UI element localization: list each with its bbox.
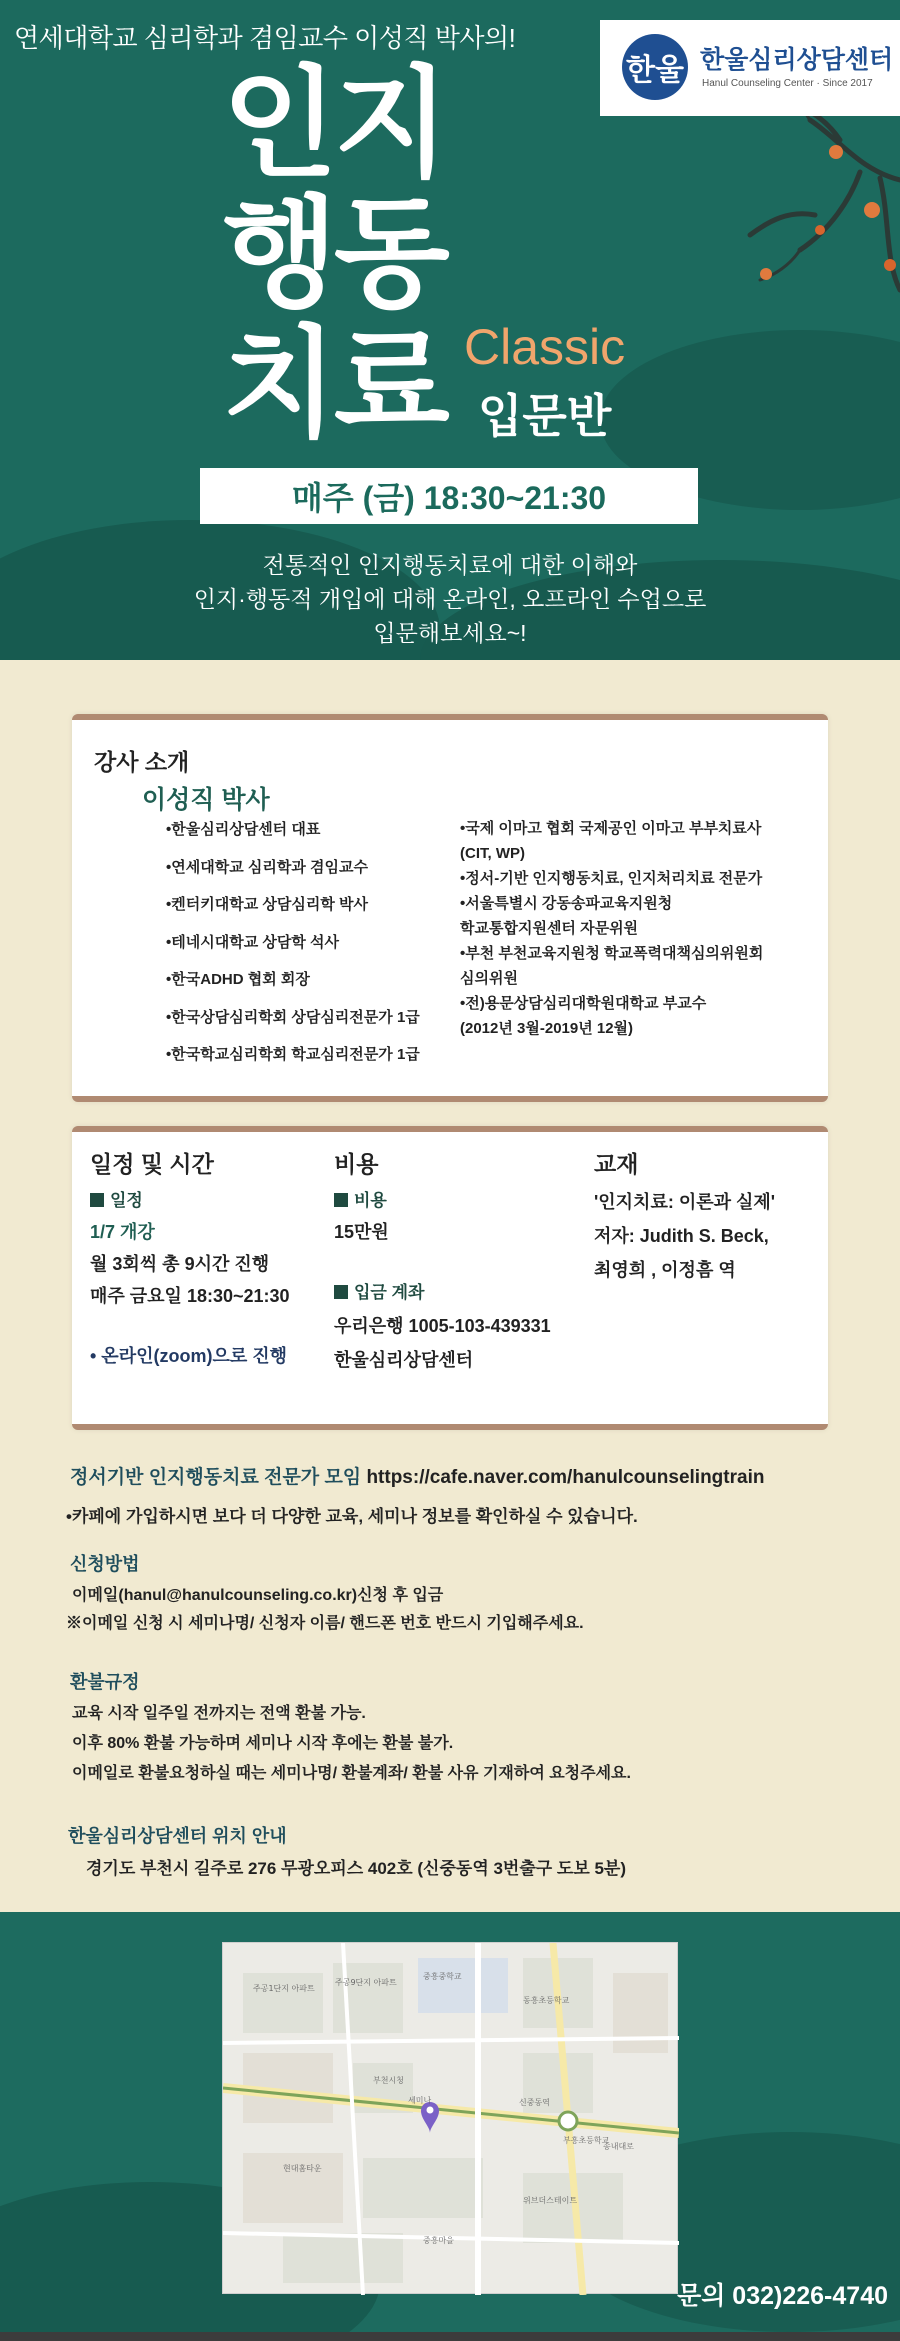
list-item: •전)용문상담심리대학원대학교 부교수 [460,995,707,1012]
location-address: 경기도 부천시 길주로 276 무광오피스 402호 (신중동역 3번출구 도보 5분) [86,1859,627,1878]
schedule-title: 일정 및 시간 [90,1151,214,1177]
list-item: •부천 부천교육지원청 학교폭력대책심의위원회 [460,945,764,962]
instructor-list-left [166,820,420,1083]
intro-line: 입문해보세요~! [373,620,527,646]
beginner-label: 입문반 [478,390,612,442]
online-note: • 온라인(zoom)으로 진행 [90,1346,288,1366]
map-label: 부흥초등학교 [563,2136,610,2145]
map-label: 송내대로 [603,2142,634,2151]
square-icon [334,1193,348,1207]
list-item: •한울심리상담센터 대표 [166,821,321,838]
textbook-name: '인지치료: 이론과 실제' [594,1192,776,1212]
map-label: 주공1단지 아파트 [253,1984,315,1993]
intro-line: 인지·행동적 개입에 대해 온라인, 오프라인 수업으로 [193,586,707,612]
refund-line-1: 교육 시작 일주일 전까지는 전액 환불 가능. [72,1705,366,1722]
location-heading: 한울심리상담센터 위치 안내 [68,1826,287,1846]
instructor-name: 이성직 박사 [142,786,270,814]
instructor-section-title: 강사 소개 [94,749,190,775]
logo-subtitle: Hanul Counseling Center · Since 2017 [702,78,873,89]
map-label: 세미나 [408,2096,432,2105]
start-date: 1/7 개강 [90,1222,155,1242]
list-item: 심의위원 [460,970,518,987]
intro-line: 전통적인 인지행동치료에 대한 이해와 [262,552,638,578]
title-line-1: 인지 [222,53,446,194]
hero-banner [0,0,900,660]
cost-subhead: 비용 [334,1186,387,1211]
schedule-subhead: 일정 [90,1186,143,1211]
logo[interactable] [600,20,900,116]
instructor-card [72,714,828,1102]
list-item: •한국상담심리학회 상담심리전문가 1급 [166,1008,420,1026]
textbook-translators: 최영희 , 이정흠 역 [594,1260,736,1280]
location-map[interactable] [222,1942,678,2294]
list-item: •한국학교심리학회 학교심리전문가 1급 [166,1046,420,1063]
tagline: 연세대학교 심리학과 겸임교수 이성직 박사의! [14,23,516,53]
map-label: 현대홈타운 [283,2164,322,2173]
map-label: 주공9단지 아파트 [335,1978,397,1987]
intro-text [0,548,900,650]
list-item: (2012년 3월-2019년 12월) [460,1020,634,1037]
list-item: •연세대학교 심리학과 겸임교수 [166,858,368,876]
refund-line-2: 이후 80% 환불 가능하며 세미나 시작 후에는 환불 불가. [72,1735,454,1752]
cafe-label: 정서기반 인지행동치료 전문가 모임 [70,1467,362,1488]
list-item: •테네시대학교 상담학 석사 [166,933,339,951]
apply-heading: 신청방법 [70,1554,140,1574]
list-item: •정서-기반 인지행동치료, 인지처리치료 전문가 [460,870,763,887]
list-item: 학교통합지원센터 자문위원 [460,920,639,937]
cost-title: 비용 [334,1151,379,1177]
map-label: 중흥중학교 [423,1972,462,1981]
cafe-note: •카페에 가입하시면 보다 더 다양한 교육, 세미나 정보를 확인하실 수 있습니다. [66,1507,638,1526]
classic-label: Classic [464,319,626,375]
square-icon [90,1193,104,1207]
list-item: •한국ADHD 협회 회장 [166,971,310,988]
account-subhead: 입금 계좌 [334,1278,424,1303]
apply-line-1: 이메일(hanul@hanulcounseling.co.kr)신청 후 입금 [72,1587,444,1604]
map-label: 신중동역 [519,2098,550,2107]
weekly-time: 매주 금요일 18:30~21:30 [90,1286,290,1306]
map-section [0,1912,900,2332]
title-line-3: 치료 [222,313,446,454]
instructor-list-right [460,816,763,1041]
bottom-bar [0,2332,900,2341]
square-icon [334,1285,348,1299]
logo-name: 한울심리상담센터 [700,46,894,74]
map-label: 중흥마을 [423,2236,454,2245]
cafe-link[interactable]: https://cafe.naver.com/hanulcounselingtrain [366,1467,765,1488]
refund-heading: 환불규정 [70,1672,140,1692]
list-item: •켄터키대학교 상담심리학 박사 [166,896,368,913]
refund-line-3: 이메일로 환불요청하실 때는 세미나명/ 환불계좌/ 환불 사유 기재하여 요청주세요. [72,1765,631,1782]
cafe-line [70,1462,764,1489]
map-drawing [223,1943,679,2295]
schedule-badge: 매주 (금) 18:30~21:30 [200,468,698,524]
textbook-title: 교재 [594,1151,639,1177]
textbook-author: 저자: Judith S. Beck, [594,1226,769,1246]
list-item: (CIT, WP) [460,845,525,862]
cost-amount: 15만원 [334,1222,389,1242]
map-label: 위브더스테이트 [523,2196,578,2205]
contact-phone[interactable]: 문의 032)226-4740 [677,2282,888,2310]
course-info-card [72,1126,828,1430]
bank-account: 우리은행 1005-103-439331 [334,1316,551,1336]
map-label: 동흥초등학교 [523,1996,570,2005]
title-line-2: 행동 [222,183,446,324]
apply-line-2: ※이메일 신청 시 세미나명/ 신청자 이름/ 핸드폰 번호 반드시 기입해주세요. [66,1615,584,1632]
session-count: 월 3회씩 총 9시간 진행 [90,1254,270,1274]
list-item: •국제 이마고 협회 국제공인 이마고 부부치료사 [460,820,762,837]
list-item: •서울특별시 강동송파교육지원청 [460,895,673,912]
map-label: 부천시청 [373,2076,404,2085]
account-holder: 한울심리상담센터 [334,1350,474,1370]
logo-mark: 한울 [622,34,688,100]
